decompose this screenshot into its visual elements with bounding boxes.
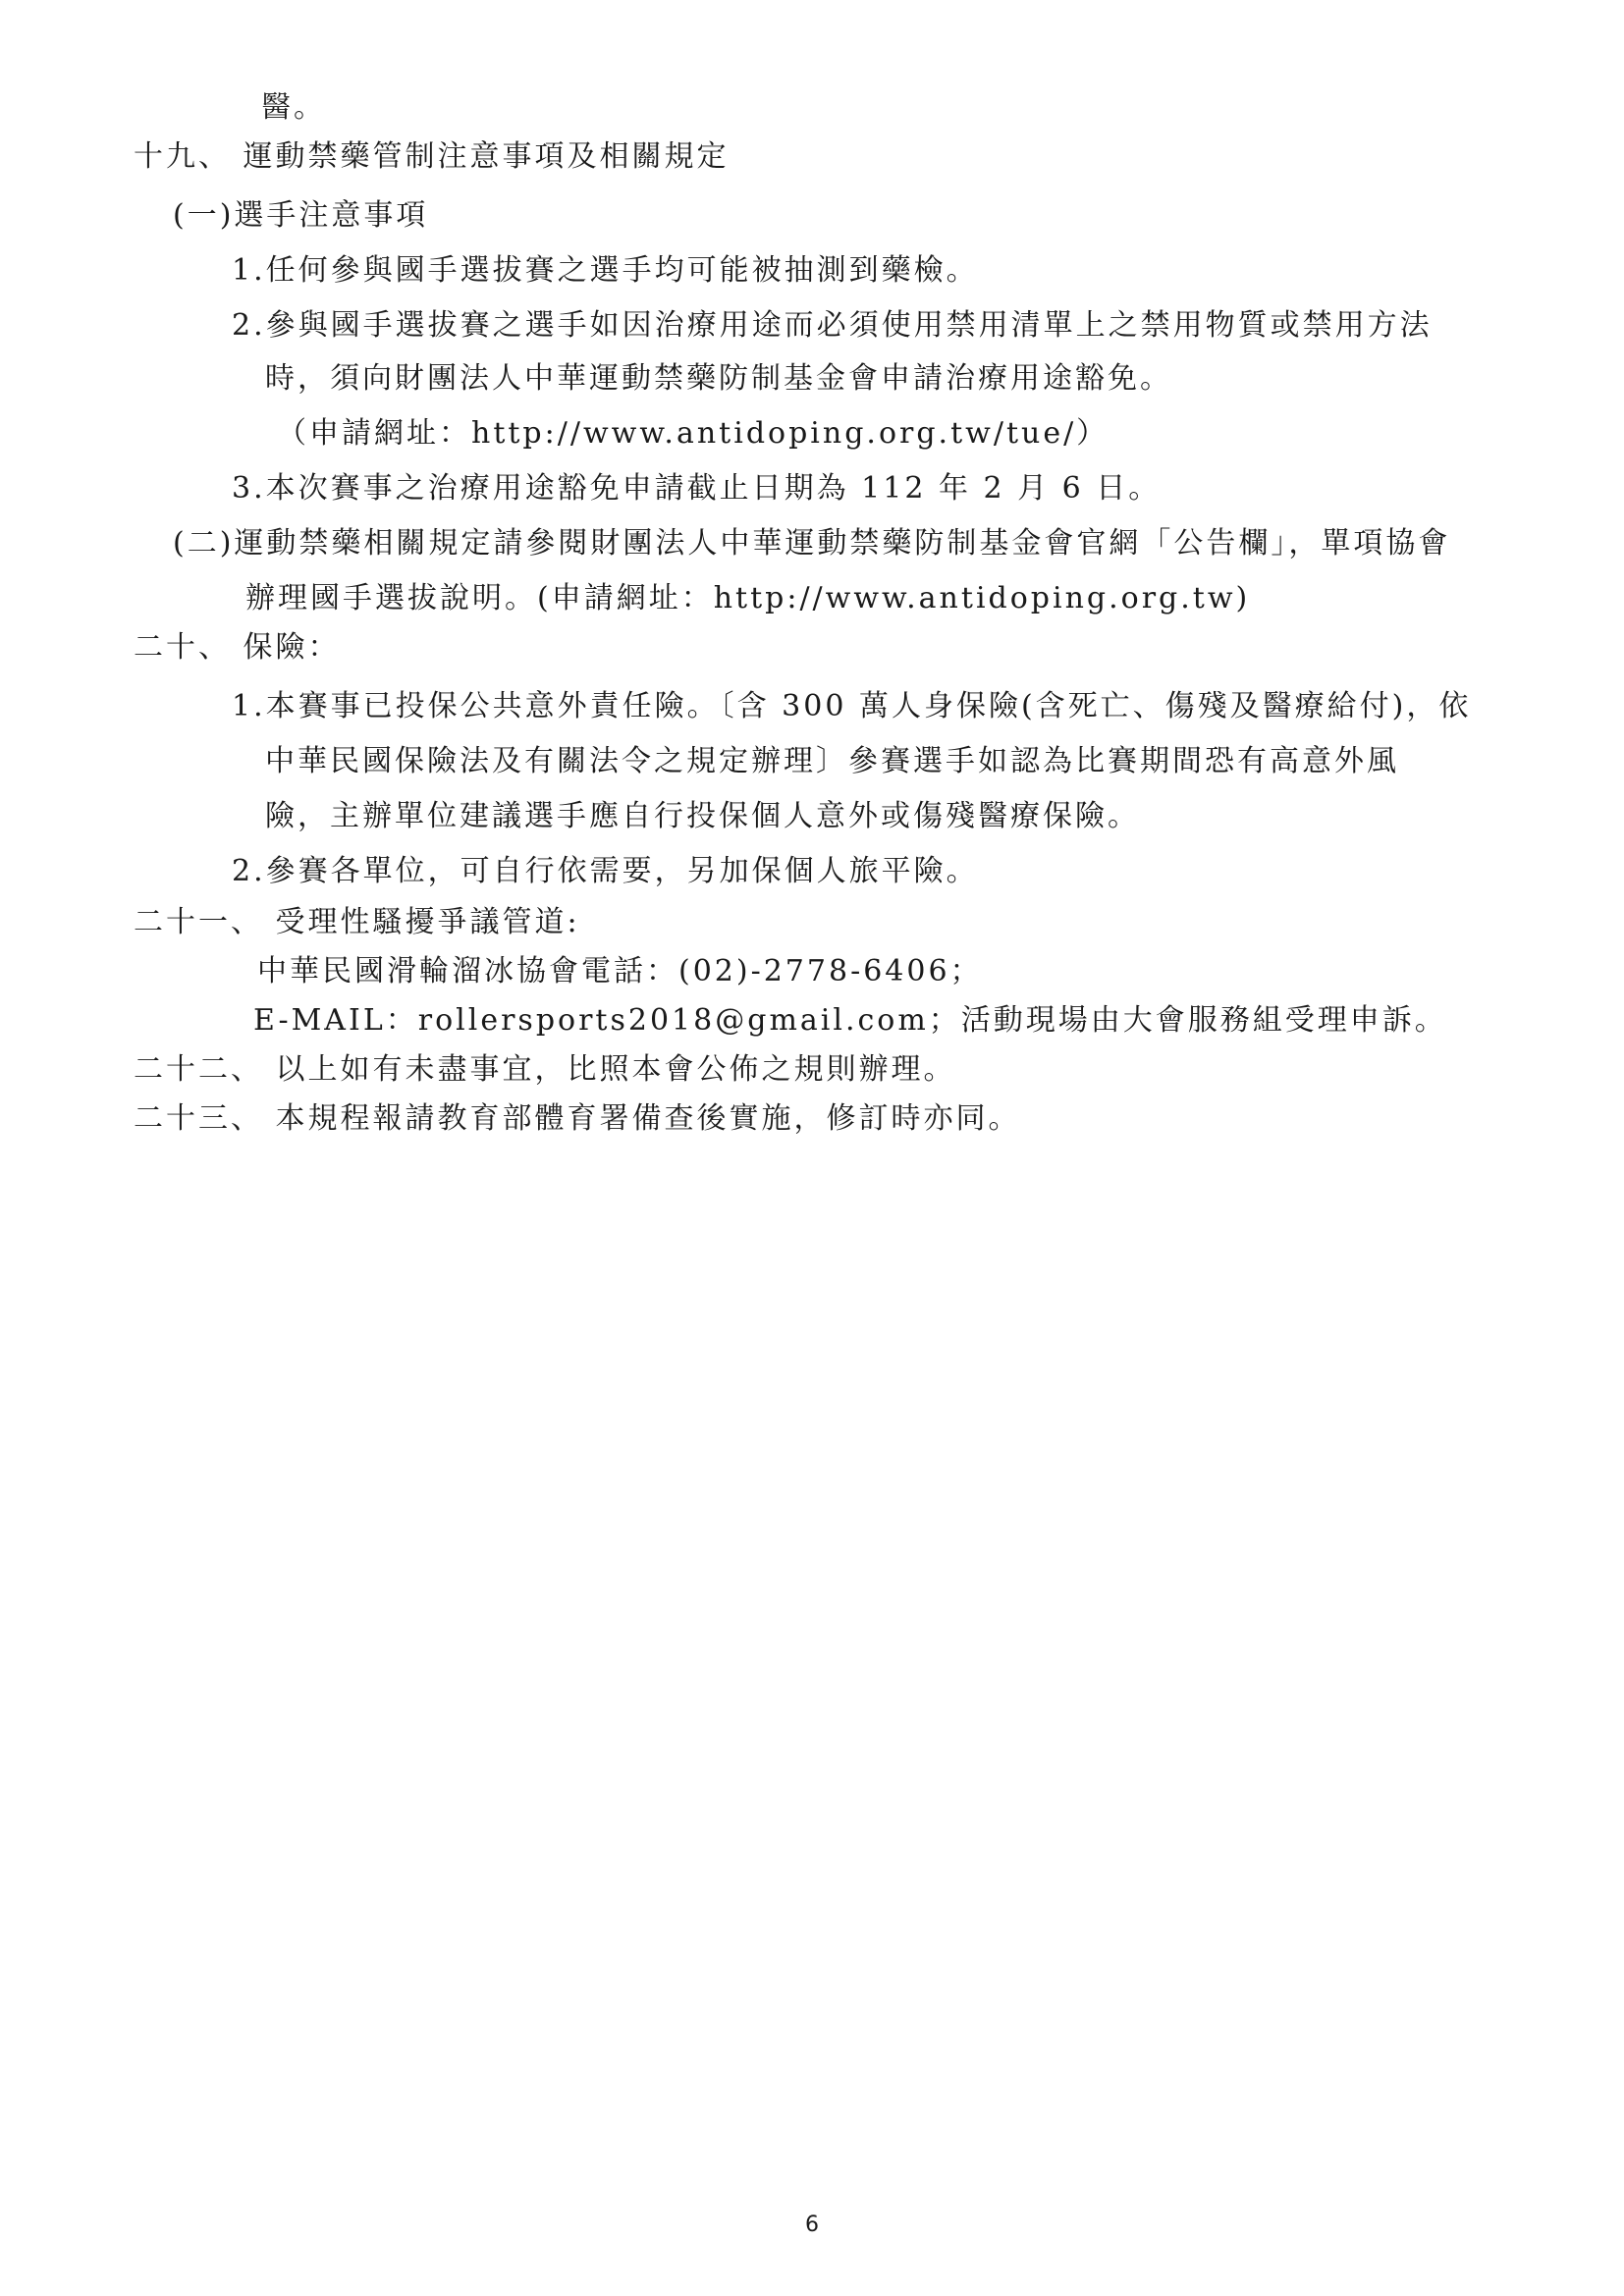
subsection-heading-2 [173,524,1450,563]
subsection-heading-1 [173,196,428,236]
continuation-line [261,88,326,128]
section-heading-23 [134,1099,1021,1139]
contact-phone-line [257,952,983,991]
insurance-item-1-continued-a [265,742,1399,781]
text-line: 醫。 [261,90,326,125]
text-line: (一)選手注意事項 [173,198,429,233]
subsection-2-continued [245,579,1250,618]
tue-url-line [277,414,1109,454]
list-item-1 [232,251,979,291]
insurance-item-1 [232,687,1471,726]
text-line: （申請網址：http://www.antidoping.org.tw/tue/） [277,416,1110,451]
page-number: 6 [805,2213,819,2237]
list-item-2-continued [265,359,1172,399]
section-heading-19 [134,137,730,177]
text-line: 中華民國保險法及有關法令之規定辦理〕參賽選手如認為比賽期間恐有高意外風 [265,744,1399,778]
text-line: 1.任何參與國手選拔賽之選手均可能被抽測到藥檢。 [232,253,979,288]
insurance-item-1-continued-b [265,797,1140,836]
text-line: 2.參與國手選拔賽之選手如因治療用途而必須使用禁用清單上之禁用物質或禁用方法 [232,308,1433,343]
text-line: 二十、 保險： [134,630,341,665]
text-line: E-MAIL：rollersports2018@gmail.com；活動現場由大會服務組受理申訴。 [253,1003,1447,1038]
section-heading-22 [134,1050,956,1090]
text-line: (二)運動禁藥相關規定請參閱財團法人中華運動禁藥防制基金會官網「公告欄」，單項協會 [173,526,1451,561]
text-line: 中華民國滑輪溜冰協會電話：(02)-2778-6406； [257,954,983,988]
list-item-3 [232,469,1161,508]
insurance-item-2 [232,852,979,891]
text-line: 辦理國手選拔說明。(申請網址：http://www.antidoping.org.tw) [245,581,1251,615]
section-heading-20 [134,628,341,667]
list-item-2 [232,306,1433,346]
text-line: 二十二、 以上如有未盡事宜，比照本會公佈之規則辦理。 [134,1052,956,1087]
section-heading-21 [134,903,580,942]
text-line: 時，須向財團法人中華運動禁藥防制基金會申請治療用途豁免。 [265,361,1172,396]
text-line: 二十三、 本規程報請教育部體育署備查後實施，修訂時亦同。 [134,1101,1021,1136]
text-line: 1.本賽事已投保公共意外責任險。〔含 300 萬人身保險(含死亡、傷殘及醫療給付)，依 [232,689,1472,723]
text-line: 二十一、 受理性騷擾爭議管道: [134,905,580,939]
text-line: 險，主辦單位建議選手應自行投保個人意外或傷殘醫療保險。 [265,799,1140,833]
text-line: 3.本次賽事之治療用途豁免申請截止日期為 112 年 2 月 6 日。 [232,471,1162,506]
contact-email-line [253,1001,1447,1041]
text-line: 2.參賽各單位，可自行依需要，另加保個人旅平險。 [232,854,979,888]
text-line: 十九、 運動禁藥管制注意事項及相關規定 [134,139,730,174]
